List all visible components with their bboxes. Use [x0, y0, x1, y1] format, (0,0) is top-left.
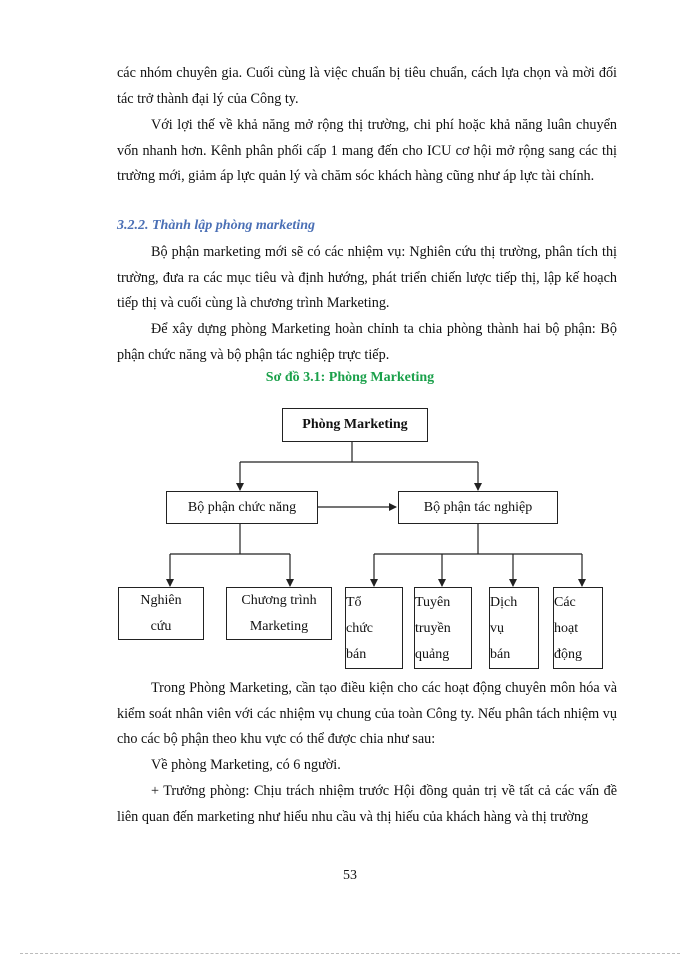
box-to-chuc-ban-line-2: chức: [346, 621, 374, 636]
box-bo-phan-chuc-nang-label: Bộ phận chức năng: [187, 499, 297, 515]
box-tuyen-truyen-quang: [414, 587, 472, 669]
paragraph-3: Bộ phận marketing mới sẽ có các nhiệm vụ: Nghiên cứu thị trường, phân tích thị trường, đưa ra các mục tiêu và định hướng, phát triển chiến lược tiếp thị, lập kế hoạch tiếp thị và cuối cùng là chương trình Marketing.: [117, 244, 617, 312]
section-heading: 3.2.2. Thành lập phòng marketing: [117, 218, 315, 233]
paragraph-5: Trong Phòng Marketing, cần tạo điều kiện cho các hoạt động chuyên môn hóa và kiểm soát nhân viên với các nhiệm vụ chung của toàn Công ty. Nếu phân tách nhiệm vụ cho các bộ phận theo khu vực có thể được chia như sau:: [117, 680, 617, 748]
box-bo-phan-chuc-nang: [166, 491, 318, 524]
box-dich-vu-ban-line-1: Dịch: [490, 595, 518, 610]
diagram-caption: Sơ đồ 3.1: Phòng Marketing: [265, 370, 435, 385]
box-chuong-trinh-marketing-line-1: Chương trình: [241, 592, 317, 608]
paragraph-7: + Trưởng phòng: Chịu trách nhiệm trước Hội đồng quản trị về tất cả các vấn đề liên quan đến marketing như hiểu nhu cầu và thị hiếu của khách hàng và thị trường: [117, 783, 617, 825]
box-tuyen-truyen-quang-line-3: quảng: [415, 647, 450, 662]
box-cac-hoat-dong: [553, 587, 603, 669]
box-phong-marketing-label: Phòng Marketing: [302, 417, 408, 432]
box-nghien-cuu-line-2: cứu: [150, 618, 172, 634]
box-cac-hoat-dong-line-2: hoạt: [554, 621, 579, 636]
paragraph-2: Với lợi thế về khả năng mở rộng thị trường, chi phí hoặc khả năng luân chuyển vốn nhanh hơn. Kênh phân phối cấp 1 mang đến cho ICU cơ hội mở rộng sang các thị trường mới, giảm áp lực quản lý và chăm sóc khách hàng cũng như áp lực tài chính.: [117, 117, 617, 185]
box-phong-marketing: [282, 408, 428, 442]
box-bo-phan-tac-nghiep-label: Bộ phận tác nghiệp: [423, 499, 533, 515]
box-to-chuc-ban-line-3: bán: [346, 647, 367, 662]
box-cac-hoat-dong-line-3: động: [554, 647, 582, 662]
box-cac-hoat-dong-line-1: Các: [554, 595, 576, 610]
box-dich-vu-ban: [489, 587, 539, 669]
box-to-chuc-ban-line-1: Tổ: [346, 595, 362, 610]
box-chuong-trinh-marketing: [226, 587, 332, 640]
box-nghien-cuu: [118, 587, 204, 640]
paragraph-1: các nhóm chuyên gia. Cuối cùng là việc chuẩn bị tiêu chuẩn, cách lựa chọn và mời đối tác trở thành đại lý của Công ty.: [117, 65, 617, 107]
paragraph-6: Về phòng Marketing, có 6 người.: [151, 757, 341, 773]
box-to-chuc-ban: [345, 587, 403, 669]
paragraph-4: Để xây dựng phòng Marketing hoàn chỉnh ta chia phòng thành hai bộ phận: Bộ phận chức năng và bộ phận tác nghiệp trực tiếp.: [117, 321, 617, 363]
page-bottom-divider: [20, 953, 680, 954]
box-dich-vu-ban-line-3: bán: [490, 647, 511, 662]
box-tuyen-truyen-quang-line-1: Tuyên: [415, 595, 451, 610]
box-dich-vu-ban-line-2: vụ: [490, 621, 504, 636]
box-nghien-cuu-line-1: Nghiên: [140, 592, 182, 608]
page-number: 53: [343, 868, 357, 883]
box-tuyen-truyen-quang-line-2: truyền: [415, 621, 451, 636]
box-bo-phan-tac-nghiep: [398, 491, 558, 524]
box-chuong-trinh-marketing-line-2: Marketing: [249, 618, 309, 634]
